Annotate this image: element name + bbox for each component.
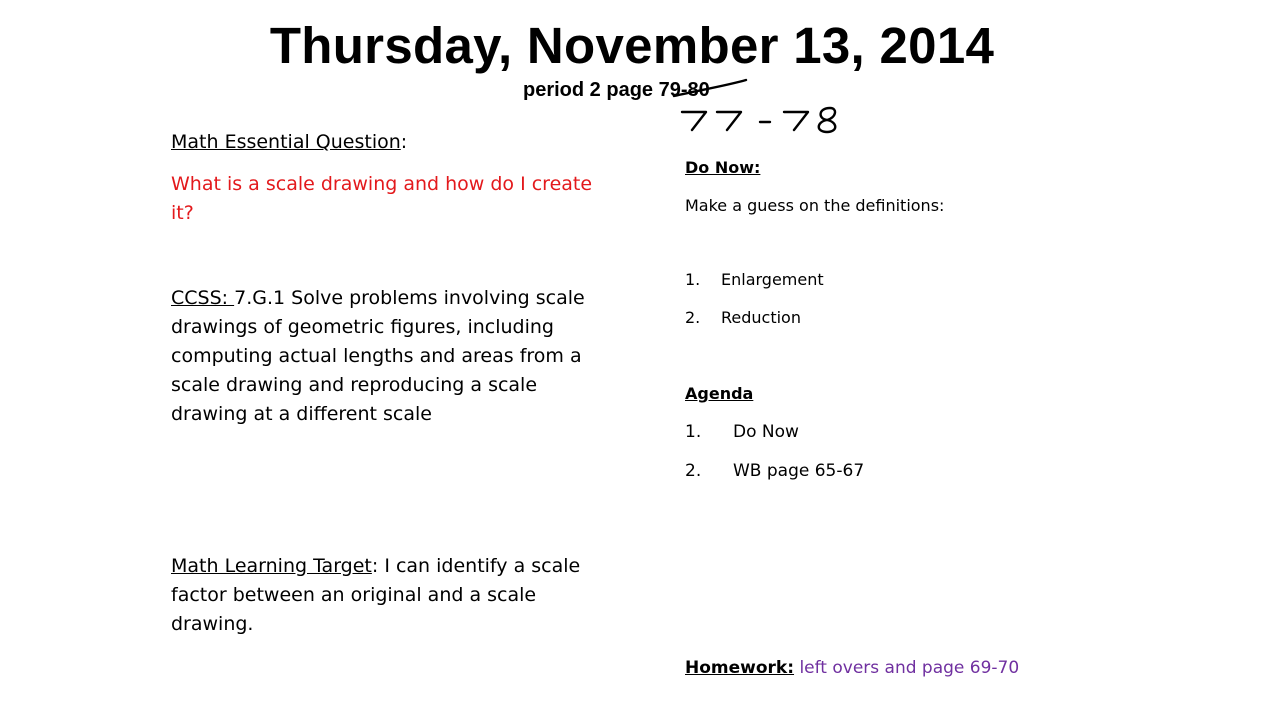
ccss-standard: [171, 284, 611, 429]
agenda-number: 2.: [685, 461, 702, 481]
essential-question-heading: [171, 128, 407, 157]
homework-line: [685, 657, 1019, 679]
homework-text: left overs and page 69-70: [799, 658, 1020, 678]
learning-target-text: : I can identify a scale factor between an original and a scale drawing.: [171, 555, 581, 635]
do-now-text: Make a guess on the definitions:: [685, 196, 945, 215]
period-page-subtitle: period 2 page 79-80: [523, 79, 710, 101]
definition-text: Reduction: [721, 308, 801, 327]
agenda-label: Agenda: [685, 384, 754, 403]
agenda-item: [685, 421, 799, 443]
agenda-number: 1.: [685, 422, 702, 442]
handwritten-correction: [670, 74, 850, 136]
definition-number: 2.: [685, 308, 701, 327]
definition-item: [685, 307, 801, 329]
ccss-text: 7.G.1 Solve problems involving scale drawings of geometric figures, including computing actual lengths and areas from a scale drawing and reproducing a scale drawing at a different scale: [171, 287, 585, 425]
agenda-text: WB page 65-67: [733, 461, 865, 481]
learning-target-label: Math Learning Target: [171, 555, 372, 577]
definition-text: Enlargement: [721, 270, 824, 289]
homework-label: Homework:: [685, 658, 795, 678]
definition-item: [685, 269, 824, 291]
agenda-item: [685, 460, 864, 482]
definition-number: 1.: [685, 270, 701, 289]
do-now-label: Do Now:: [685, 158, 761, 177]
essential-question-text: What is a scale drawing and how do I create it?: [171, 173, 593, 224]
slide-title: Thursday, November 13, 2014: [269, 17, 995, 74]
ccss-label: CCSS:: [171, 287, 235, 309]
learning-target: [171, 552, 611, 639]
essential-question-colon: :: [400, 131, 408, 153]
agenda-text: Do Now: [733, 422, 799, 442]
essential-question-label: Math Essential Question: [171, 131, 401, 153]
